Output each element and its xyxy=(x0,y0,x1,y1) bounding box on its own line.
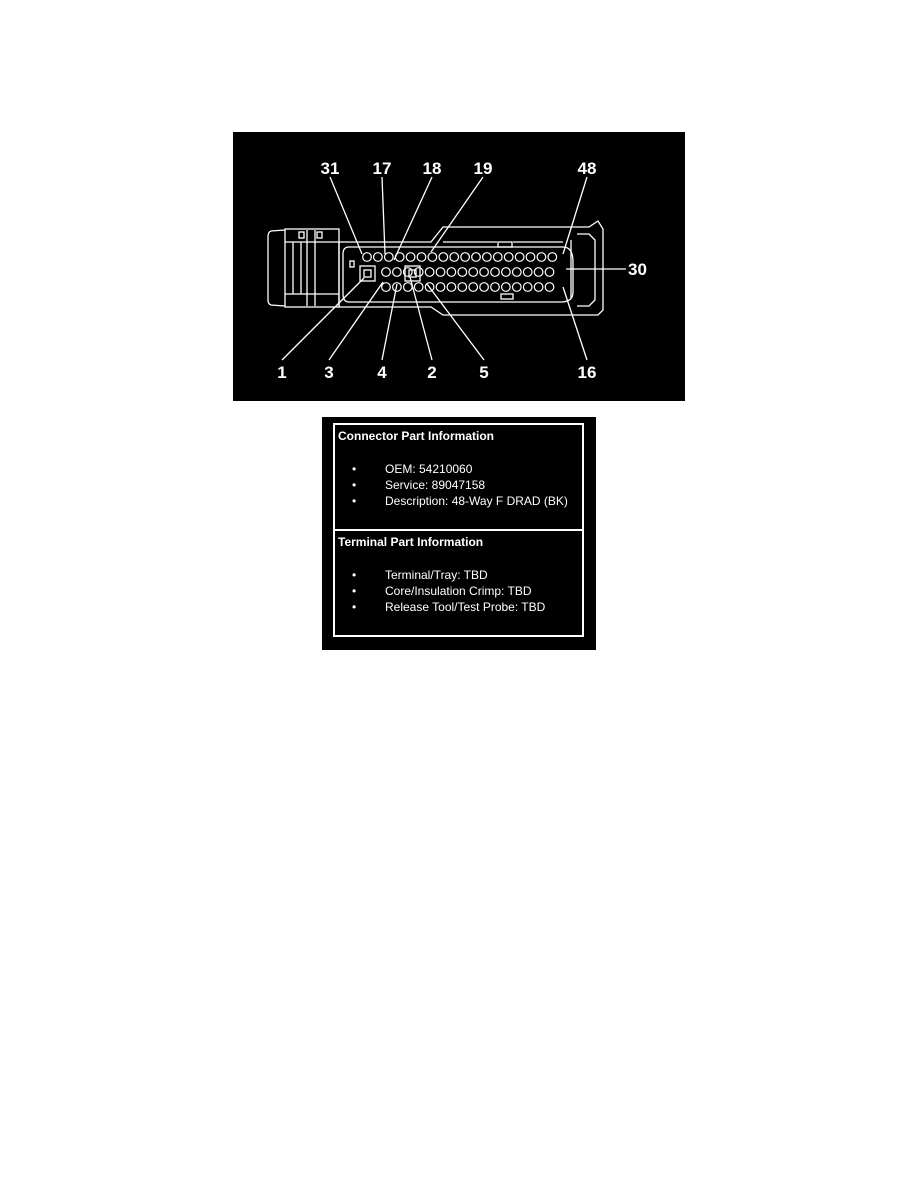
pin-number-labels xyxy=(277,159,647,382)
pin-cavity-middle-row xyxy=(534,268,543,277)
pin-cavity-bottom-row xyxy=(447,283,456,292)
pin-cavity-bottom-row xyxy=(502,283,511,292)
terminal-part-info-title: Terminal Part Information xyxy=(338,535,484,549)
pin-label-2: 2 xyxy=(427,363,437,382)
leader-line-48 xyxy=(563,177,587,254)
pin-label-19: 19 xyxy=(473,159,493,178)
pin-cavity-top-row xyxy=(450,253,459,262)
pin-cavity-bottom-row xyxy=(545,283,554,292)
terminal-crimp-item: • Core/Insulation Crimp: TBD xyxy=(335,583,582,599)
leader-line-1 xyxy=(282,278,364,360)
pin-cavity-top-row xyxy=(537,253,546,262)
pin-cavity-bottom-row xyxy=(458,283,467,292)
pin-label-3: 3 xyxy=(324,363,334,382)
pin-cavity-middle-row xyxy=(458,268,467,277)
pin-label-18: 18 xyxy=(422,159,442,178)
pin-cavity-top-row xyxy=(483,253,492,262)
pin-cavity-top-row xyxy=(515,253,524,262)
pin-label-30: 30 xyxy=(628,260,647,279)
pin-cavity-bottom-row xyxy=(491,283,500,292)
right-latch xyxy=(577,234,595,306)
pin-cavity-top-row xyxy=(363,253,372,262)
pin-cavity-middle-row xyxy=(545,268,554,277)
terminal-release-tool-item: • Release Tool/Test Probe: TBD xyxy=(335,599,582,615)
connector-diagram-svg xyxy=(233,132,685,401)
pin-label-1: 1 xyxy=(277,363,287,382)
pin-cavity-top-row xyxy=(417,253,426,262)
pin-cavity-bottom-row xyxy=(382,283,391,292)
pin-label-5: 5 xyxy=(479,363,489,382)
pin-cavity-top-row xyxy=(504,253,513,262)
pin-cavity-top-row xyxy=(526,253,535,262)
pin-cavity-top-row xyxy=(461,253,470,262)
pin-label-17: 17 xyxy=(372,159,392,178)
pin-cavity-middle-row xyxy=(523,268,532,277)
pin-cavity-top-row xyxy=(374,253,383,262)
connector-service-item: • Service: 89047158 xyxy=(335,477,582,493)
pin-label-4: 4 xyxy=(377,363,387,382)
pin-cavity-top-row xyxy=(439,253,448,262)
connector-part-info-title: Connector Part Information xyxy=(338,429,495,443)
pin-cavity-top-row xyxy=(406,253,415,262)
connector-oem-item: • OEM: 54210060 xyxy=(335,461,582,477)
pin-cavity-bottom-row xyxy=(480,283,489,292)
connector-description-item: • Description: 48-Way F DRAD (BK) xyxy=(335,493,582,509)
key-square-left xyxy=(360,266,375,281)
pin-cavity-top-row xyxy=(428,253,437,262)
leader-line-5 xyxy=(427,284,484,360)
leader-line-4 xyxy=(382,284,397,360)
pin-cavity-middle-row xyxy=(480,268,489,277)
terminal-part-info-box xyxy=(333,529,584,637)
terminal-tray-item: • Terminal/Tray: TBD xyxy=(335,567,582,583)
pin-cavity-bottom-row xyxy=(523,283,532,292)
pin-cavity-middle-row xyxy=(513,268,522,277)
pin-cavity-bottom-row xyxy=(404,283,413,292)
pin-cavity-middle-row xyxy=(447,268,456,277)
pin-label-16: 16 xyxy=(577,363,597,382)
pin-cavity-middle-row xyxy=(469,268,478,277)
connector-part-info-list xyxy=(335,461,582,509)
pin-cavity-middle-row xyxy=(393,268,402,277)
pin-cavity-middle-row xyxy=(436,268,445,277)
pin-cavity-bottom-row xyxy=(469,283,478,292)
connector-body xyxy=(268,221,603,315)
leader-line-19 xyxy=(431,177,483,252)
pin-cavity-middle-row xyxy=(491,268,500,277)
pin-cavity-middle-row xyxy=(502,268,511,277)
pin-cavity-top-row xyxy=(472,253,481,262)
pin-cavity-bottom-row xyxy=(513,283,522,292)
pin-cavity-top-row xyxy=(548,253,557,262)
leader-line-16 xyxy=(563,287,587,360)
pin-label-48: 48 xyxy=(577,159,597,178)
connector-end-view-diagram xyxy=(233,132,685,401)
pin-cavity-bottom-row xyxy=(436,283,445,292)
pin-cavity-top-row xyxy=(494,253,503,262)
terminal-part-info-list xyxy=(335,567,582,622)
connector-part-info-box xyxy=(333,423,584,531)
pin-cavity-bottom-row xyxy=(414,283,423,292)
pin-cavity-middle-row xyxy=(425,268,434,277)
part-information-panel xyxy=(322,417,596,650)
pin-cavities xyxy=(363,253,557,292)
pin-label-31: 31 xyxy=(320,159,340,178)
lock-tab-outline xyxy=(268,230,285,306)
pin-cavity-middle-row xyxy=(382,268,391,277)
pin-cavity-top-row xyxy=(385,253,394,262)
pin-cavity-bottom-row xyxy=(534,283,543,292)
leader-line-2 xyxy=(410,277,432,360)
